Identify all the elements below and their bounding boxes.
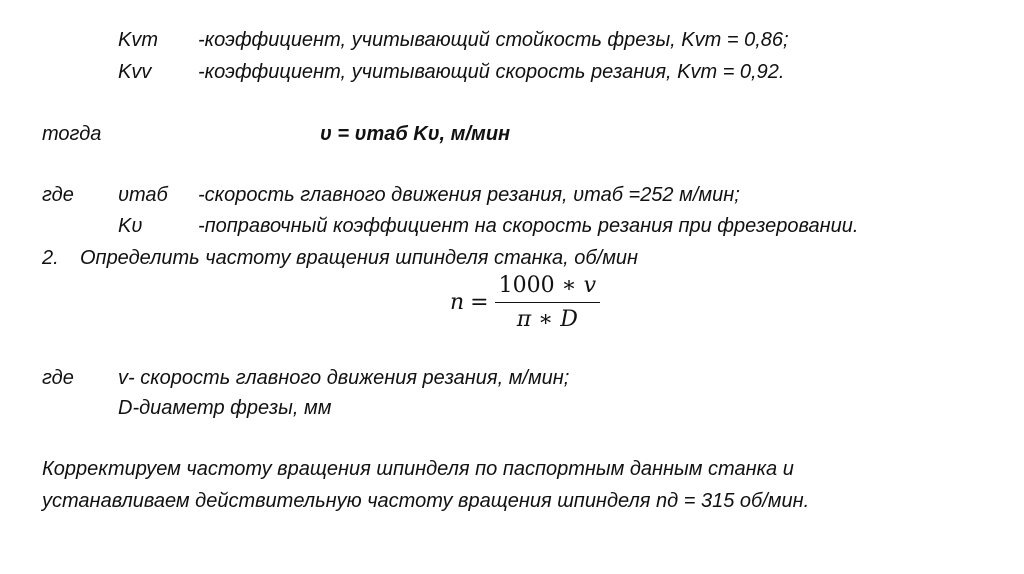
- conclusion-line-1: Корректируем частоту вращения шпинделя по паспортным данным станка и: [42, 458, 794, 480]
- denominator-variable: D: [560, 306, 578, 332]
- item-number: 2.: [42, 247, 59, 269]
- numerator-value: 1000: [498, 272, 555, 298]
- item-text: Определить частоту вращения шпинделя станка, об/мин: [80, 247, 639, 269]
- kvt-symbol: Kvт: [118, 29, 158, 51]
- formula-denominator: [517, 303, 578, 332]
- togda-word: тогда: [42, 123, 102, 145]
- formula-equals: =: [470, 289, 489, 315]
- velocity-formula: υ = υтаб Kυ, м/мин: [320, 123, 511, 145]
- kvv-description: -коэффициент, учитывающий скорость резания, Kvт = 0,92.: [198, 61, 785, 83]
- kv-description: -поправочный коэффициент на скорость резания при фрезеровании.: [198, 215, 859, 237]
- d-description: D-диаметр фрезы, мм: [118, 397, 332, 419]
- formula-numerator: [495, 273, 600, 303]
- numerator-operator: ∗: [561, 272, 577, 298]
- kv-symbol: Kυ: [118, 215, 143, 237]
- denominator-operator: ∗: [538, 306, 554, 332]
- conclusion-line-2: устанавливаем действительную частоту вращения шпинделя nд = 315 об/мин.: [42, 490, 810, 512]
- numerator-variable: v: [583, 272, 596, 298]
- formula-lhs: n: [450, 289, 465, 315]
- vtab-description: -скорость главного движения резания, υтаб =252 м/мин;: [198, 184, 740, 206]
- gde-word-2: где: [42, 367, 74, 389]
- kvv-symbol: Kvv: [118, 61, 152, 83]
- vtab-symbol: υтаб: [118, 184, 168, 206]
- spindle-speed-formula: [450, 262, 600, 342]
- formula-fraction: [495, 273, 600, 332]
- gde-word: где: [42, 184, 74, 206]
- kvt-description: -коэффициент, учитывающий стойкость фрезы, Kvт = 0,86;: [198, 29, 789, 51]
- v-description: v- скорость главного движения резания, м/мин;: [118, 367, 570, 389]
- denominator-pi: π: [516, 306, 532, 332]
